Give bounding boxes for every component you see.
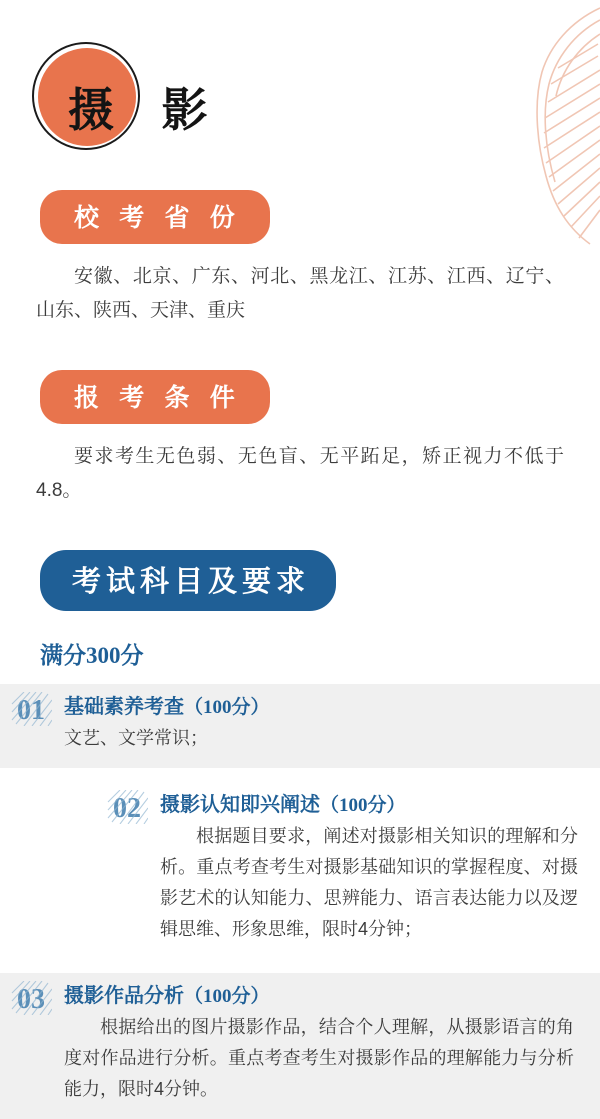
exam-item-03 bbox=[0, 973, 600, 1119]
section-heading-provinces: 校 考 省 份 bbox=[40, 190, 270, 244]
exam-item-title bbox=[64, 694, 574, 721]
exam-item-body bbox=[62, 983, 574, 1105]
exam-item-number bbox=[0, 694, 62, 726]
exam-item-score: （100分） bbox=[320, 795, 406, 816]
section-heading-exam-subjects: 考试科目及要求 bbox=[40, 550, 336, 611]
full-score-label: 满分300分 bbox=[40, 643, 144, 668]
exam-item-score: （100分） bbox=[184, 697, 270, 718]
exam-item-number bbox=[0, 983, 62, 1015]
exam-item-text: 根据题目要求，阐述对摄影相关知识的理解和分析。重点考查考生对摄影基础知识的掌握程度、对摄影艺术的认知能力、思辨能力、语言表达能力以及逻辑思维、形象思维，限时4分钟； bbox=[160, 826, 578, 939]
section-body-requirements: 要求考生无色弱、无色盲、无平跖足，矫正视力不低于4.8。 bbox=[36, 446, 564, 501]
exam-item-number-text: 01 bbox=[17, 695, 45, 726]
exam-item-text: 根据给出的图片摄影作品，结合个人理解，从摄影语言的角度对作品进行分析。重点考查考生对摄影作品的理解能力与分析能力，限时4分钟。 bbox=[64, 1017, 574, 1099]
exam-item-01 bbox=[0, 684, 600, 768]
page-title: 摄 影 bbox=[68, 85, 226, 136]
exam-item-body bbox=[62, 694, 574, 754]
exam-item-score: （100分） bbox=[184, 986, 270, 1007]
hatch-decoration-icon bbox=[106, 790, 148, 824]
exam-item-title-text: 摄影作品分析 bbox=[64, 985, 184, 1007]
exam-item-02 bbox=[96, 782, 600, 959]
exam-item-title-text: 摄影认知即兴阐述 bbox=[160, 794, 320, 816]
hatch-decoration-icon bbox=[10, 981, 52, 1015]
exam-item-text: 文艺、文学常识； bbox=[64, 728, 208, 748]
exam-item-number bbox=[96, 792, 158, 824]
exam-item-title bbox=[160, 792, 578, 819]
page-title-block bbox=[0, 0, 600, 190]
hatch-decoration-icon bbox=[10, 692, 52, 726]
section-heading-requirements: 报 考 条 件 bbox=[40, 370, 270, 424]
exam-item-body bbox=[158, 792, 578, 945]
exam-item-number-text: 03 bbox=[17, 984, 45, 1015]
exam-item-title-text: 基础素养考查 bbox=[64, 696, 184, 718]
exam-item-title bbox=[64, 983, 574, 1010]
exam-item-number-text: 02 bbox=[113, 793, 141, 824]
section-body-provinces: 安徽、北京、广东、河北、黑龙江、江苏、江西、辽宁、山东、陕西、天津、重庆 bbox=[36, 266, 564, 321]
